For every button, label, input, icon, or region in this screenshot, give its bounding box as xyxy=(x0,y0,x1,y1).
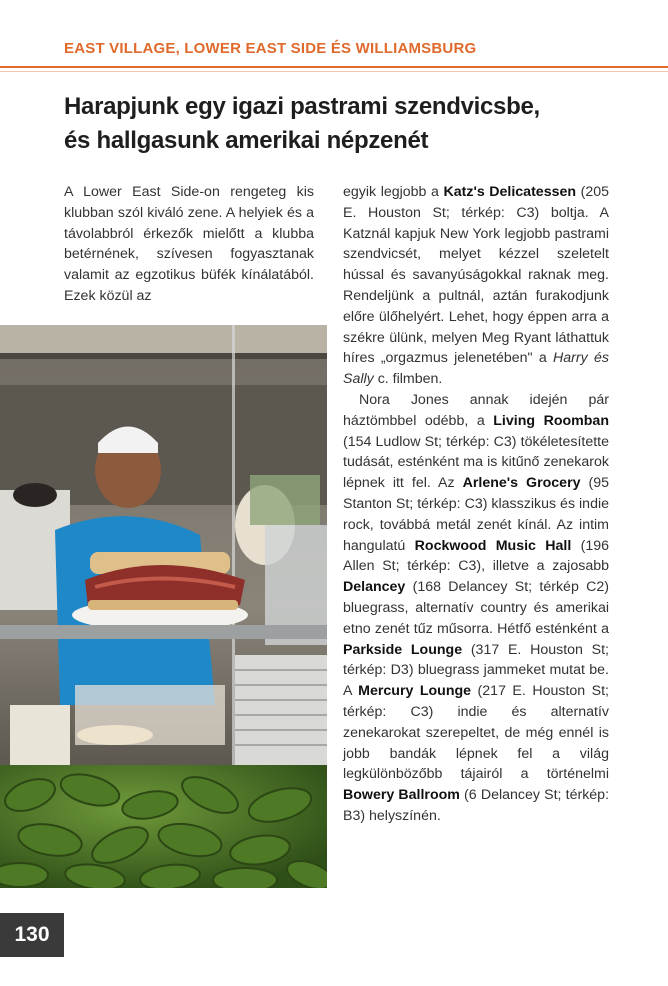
venue-living-room: Living Roomban xyxy=(493,412,609,429)
venue-delancey: Delancey xyxy=(343,579,406,596)
deli-photo xyxy=(0,325,327,888)
paragraph-katz: egyik legjobb a Katz's Delicatessen (205 E. Houston St; térkép: C3) boltja. A Katznál kapjuk New York legjobb pastrami szendvicsét, melyet kézzel szeletelt hússal és savanyúságokkal raknak meg. Rendeljünk a pultnál, aztán furakodjunk előre ülőhelyért. Lehet, hogy éppen arra a székre ülünk, melyen Meg Ryant láthattuk híres „orgazmus jelenetében" a Harry és Sally c. filmben. xyxy=(343,184,610,388)
header-rule xyxy=(0,66,668,76)
venue-bowery: Bowery Ballroom xyxy=(343,787,460,804)
venue-mercury: Mercury Lounge xyxy=(358,683,472,700)
page-number: 130 xyxy=(0,913,64,957)
venue-parkside: Parkside Lounge xyxy=(343,641,463,658)
running-head: EAST VILLAGE, LOWER EAST SIDE ÉS WILLIAMSBURG xyxy=(64,40,477,57)
left-column-text: A Lower East Side-on rengeteg kis klubban szól kiváló zene. A helyiek és a távolabbról érkezők mielőtt a klubba betérnének, szívesen fogyasztanak valamit az egzotikus büfék kínálatából. Ezek közül az xyxy=(64,184,314,304)
article-title xyxy=(64,90,624,158)
venue-arlenes-grocery: Arlene's Grocery xyxy=(462,475,581,492)
venue-katz: Katz's Delicatessen xyxy=(443,184,577,200)
venue-rockwood: Rockwood Music Hall xyxy=(414,537,572,554)
right-column xyxy=(343,182,609,827)
paragraph-clubs: Nora Jones annak idején pár háztömbbel odébb, a Living Roomban (154 Ludlow St; térkép: C3) tökéletesítette tudását, esténként ma is kitűnő zenekarok lépnek itt fel. Az Arlene's Grocery (95 Stanton St; térkép: C3) klasszikus és indie rock, továbbá metál zenét kínál. Az intim hangulatú Rockwood Music Hall (196 Allen St; térkép: C3), illetve a zajosabb Delancey (168 Delancey St; térkép C2) bluegrass, alternatív country és amerikai etno zenét tűz műsorra. Hétfő esténként a Parkside Lounge (317 E. Houston St; térkép: D3) bluegrass jammeket mutat be. A Mercury Lounge (217 E. Houston St; térkép: C3) indie és alternatív zenekarokat szerepeltet, de még ennél is jobb bandák lépnek fel a világ legkülönbözőbb tájairól a történelmi Bowery Ballroom (6 Delancey St; térkép: B3) helyszínén. xyxy=(343,391,610,824)
title-line-1: Harapjunk egy igazi pastrami szendvicsbe, xyxy=(64,93,540,120)
film-title: Harry és Sally xyxy=(343,350,610,388)
title-line-2: és hallgasunk amerikai népzenét xyxy=(64,127,429,154)
